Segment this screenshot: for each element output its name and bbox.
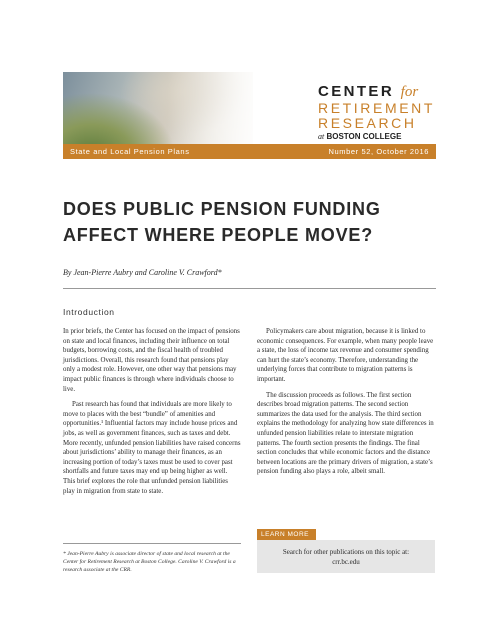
author-footnote: * Jean-Pierre Aubry is associate director of state and local research at the Center for Retirement Research at Boston College. Caroline V. Crawford is a research associate at the CRR. <box>63 551 236 573</box>
section-heading-introduction: Introduction <box>63 307 115 317</box>
left-paragraph-2: Past research has found that individuals are more likely to move to places with the best “bundle” of amenities and opportunities.¹ Influential factors may include house prices and jobs, as well as government finances, such as taxes and debt. More recently, unfunded pension liabilities have raised concerns about jurisdictions’ ability to manage their finances, as an increasing portion of today’s taxes must be used to cover past shortfalls and future taxes may end up being higher as well. This brief explores the role that unfunded pension liabilities play in migration from state to state. <box>63 401 241 495</box>
learn-more-tab[interactable]: LEARN MORE <box>257 529 316 540</box>
crr-logo[interactable] <box>318 83 436 141</box>
issue-number-date: Number 52, October 2016 <box>328 147 429 156</box>
right-text-column <box>257 327 435 483</box>
learn-more-text: Search for other publications on this topic at: <box>282 548 410 556</box>
footnote-rule <box>63 543 241 544</box>
logo-for-word: for <box>400 84 419 100</box>
logo-at-word: at <box>318 132 325 141</box>
brief-title: DOES PUBLIC PENSION FUNDING AFFECT WHERE PEOPLE MOVE? <box>63 199 381 245</box>
series-name: State and Local Pension Plans <box>70 147 190 156</box>
byline-rule <box>63 288 436 289</box>
byline: By Jean-Pierre Aubry and Caroline V. Crawford* <box>63 268 222 277</box>
learn-more-link[interactable]: crr.bc.edu <box>332 558 360 566</box>
logo-retirement-word: RETIREMENT <box>318 100 435 116</box>
left-text-column <box>63 327 241 502</box>
series-band <box>63 144 436 159</box>
learn-more-box[interactable] <box>257 540 435 573</box>
right-paragraph-1: Policymakers care about migration, because it is linked to economic consequences. For example, when many people leave a state, the loss of income tax revenue and consumer spending can hurt the state’s economy. Therefore, understanding the underlying forces that contribute to migration patterns is important. <box>257 328 434 383</box>
logo-center-word: CENTER <box>318 83 395 100</box>
right-paragraph-2: The discussion proceeds as follows. The first section describes broad migration patterns. The second section summarizes the data used for the analysis. The third section explains the methodology for analyzing how state differences in unfunded pension liabilities relate to interstate migration patterns. The fourth section presents the findings. The final section concludes that while economic factors and the distance between locations are the primary drivers of migration, a state’s pension funding also plays a role, albeit small. <box>257 391 434 476</box>
left-paragraph-1: In prior briefs, the Center has focused on the impact of pensions on state and local finances, including their influence on total budgets, borrowing costs, and the fiscal health of troubled jurisdictions. Overall, this research found that pensions play only a modest role. However, one other way that pensions may impact public finances is through where individuals choose to live. <box>63 328 240 393</box>
cover-globe-image <box>63 72 253 144</box>
logo-research-word: RESEARCH <box>318 115 417 131</box>
logo-boston-college: BOSTON COLLEGE <box>326 132 402 141</box>
